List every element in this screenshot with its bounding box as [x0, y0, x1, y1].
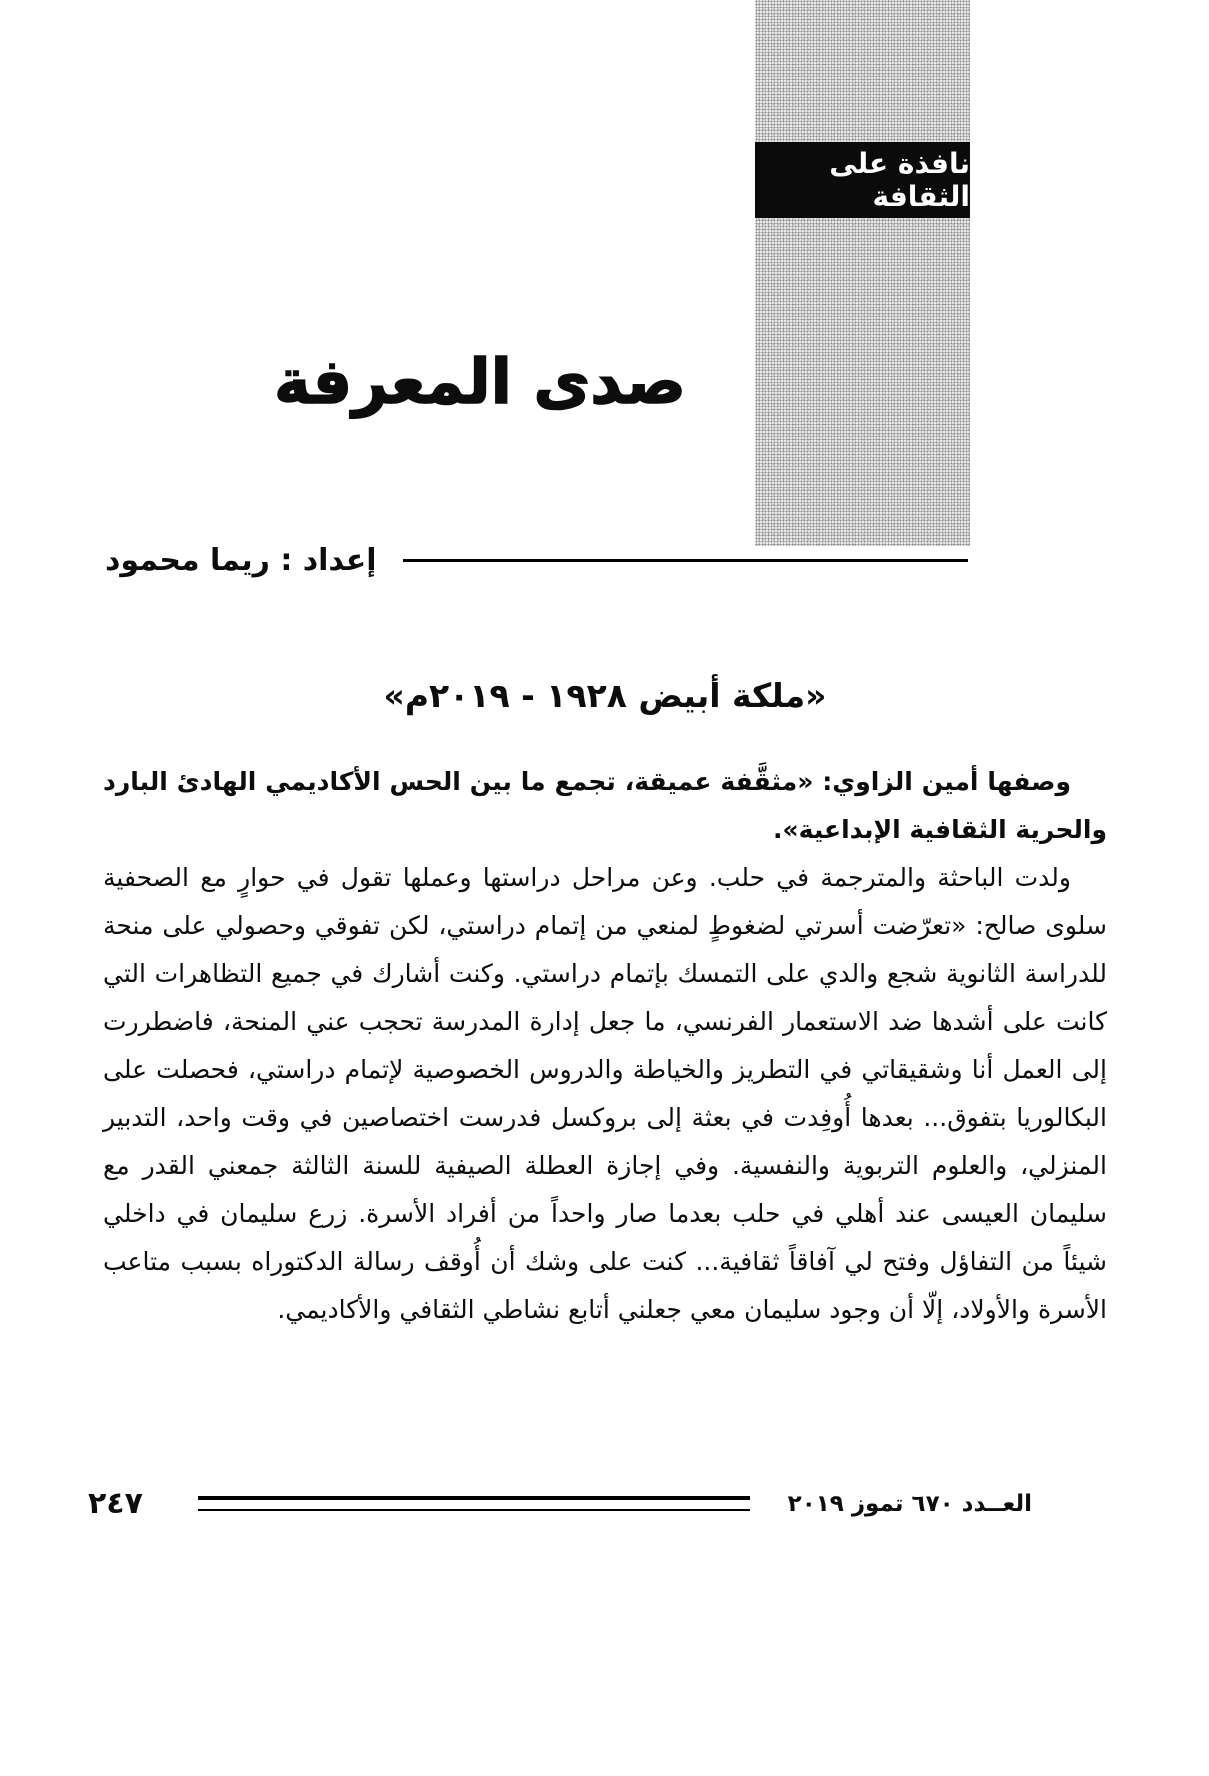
- page-title: صدى المعرفة: [274, 345, 686, 418]
- section-banner: [755, 142, 970, 218]
- article-paragraph-quote: وصفها أمين الزاوي: «مثقَّفة عميقة، تجمع ما بين الحس الأكاديمي الهادئ البارد والحرية الثقافية الإبداعية».: [103, 767, 1107, 844]
- article-paragraph: ولدت الباحثة والمترجمة في حلب. وعن مراحل دراستها وعملها تقول في حوارٍ مع الصحفية سلوى صالح: «تعرّضت أسرتي لضغوطٍ لمنعي من إتمام دراستي، لكن تفوقي وحصولي على منحة للدراسة الثانوية شجع والدي على التمسك بإتمام دراستي. وكنت أشارك في جميع التظاهرات التي كانت على أشدها ضد الاستعمار الفرنسي، ما جعل إدارة المدرسة تحجب عني المنحة، فاضطررت إلى العمل أنا وشقيقاتي في التطريز والخياطة والدروس الخصوصية لإتمام دراستي، فحصلت على البكالوريا بتفوق... بعدها أُوفِدت في بعثة إلى بروكسل فدرست اختصاصين في وقت واحد، التدبير المنزلي، والعلوم التربوية والنفسية. وفي إجازة العطلة الصيفية للسنة الثالثة جمعني القدر مع سليمان العيسى عند أهلي في حلب بعدما صار واحداً من أفراد الأسرة. زرع سليمان في داخلي شيئاً من التفاؤل وفتح لي آفاقاً ثقافية... كنت على وشك أن أُوقف رسالة الدكتوراه بسبب متاعب الأسرة والأولاد، إلّا أن وجود سليمان معي جعلني أتابع نشاطي الثقافي والأكاديمي.: [103, 863, 1107, 1324]
- article-heading: «ملكة أبيض ١٩٢٨ - ٢٠١٩م»: [383, 676, 827, 715]
- article-body: [103, 758, 1107, 1334]
- issue-info: العــدد ٦٧٠ تموز ٢٠١٩: [787, 1490, 1032, 1517]
- byline-row: [105, 536, 968, 584]
- footer-double-rule: [198, 1496, 750, 1511]
- page-footer: [88, 1486, 1032, 1521]
- section-banner-label: نافذة على الثقافة: [829, 147, 970, 213]
- byline-rule: [403, 559, 968, 562]
- page-number: ٢٤٧: [88, 1486, 143, 1521]
- byline: إعداد : ريما محمود: [105, 542, 377, 578]
- halftone-texture-band: [755, 0, 970, 546]
